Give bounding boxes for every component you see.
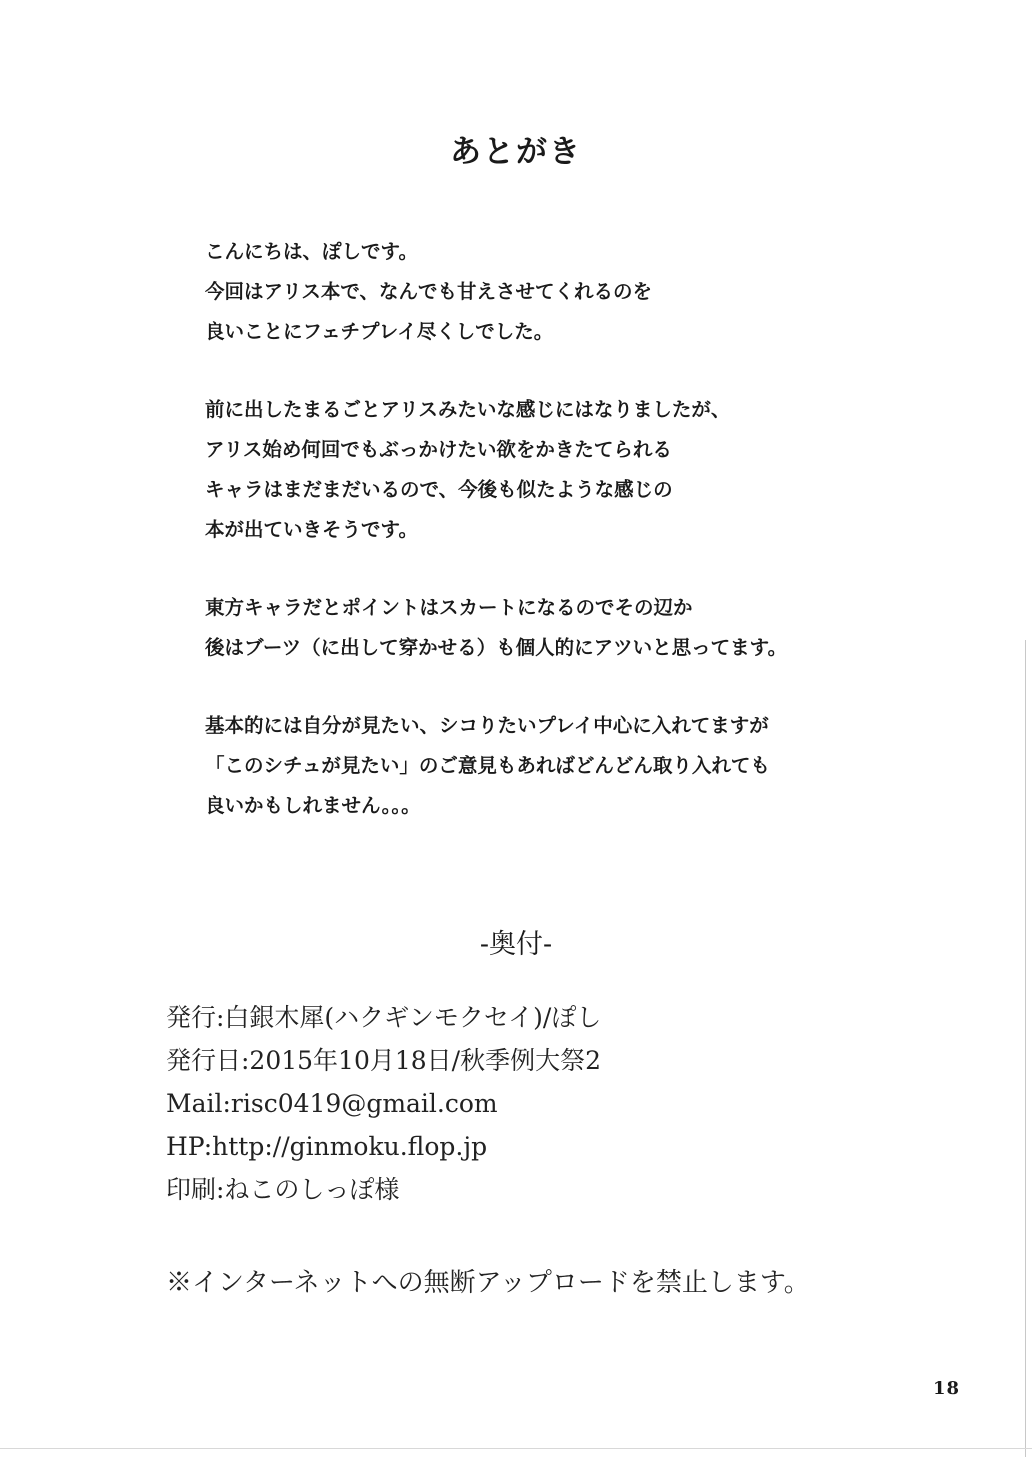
text-line: こんにちは、ぽしです。: [205, 240, 418, 263]
page-number: 18: [932, 1378, 960, 1399]
text-line: 基本的には自分が見たい、シコりたいプレイ中心に入れてますが: [205, 714, 769, 737]
afterword-paragraph-2: [205, 390, 865, 550]
mail-line: Mail:risc0419@gmail.com: [166, 1089, 498, 1118]
homepage-line: HP:http://ginmoku.flop.jp: [166, 1132, 488, 1161]
text-line: 本が出ていきそうです。: [205, 518, 418, 541]
page-edge-line: [1025, 640, 1026, 1457]
issue-date-line: 発行日:2015年10月18日/秋季例大祭2: [166, 1046, 601, 1075]
afterword-title: あとがき: [450, 134, 582, 170]
text-line: 今回はアリス本で、なんでも甘えさせてくれるのを: [205, 280, 652, 303]
text-line: アリス始め何回でもぶっかけたい欲をかきたてられる: [205, 438, 672, 461]
page-bottom-edge-line: [0, 1448, 1032, 1449]
afterword-paragraph-1: [205, 232, 865, 352]
text-line: 後はブーツ（に出して穿かせる）も個人的にアツいと思ってます。: [205, 636, 788, 659]
upload-prohibition-notice: ※インターネットへの無断アップロードを禁止します。: [166, 1268, 810, 1298]
colophon-heading: -奥付-: [479, 929, 553, 960]
afterword-body: [205, 232, 865, 864]
printer-line: 印刷:ねこのしっぽ様: [166, 1175, 400, 1204]
text-line: キャラはまだまだいるので、今後も似たような感じの: [205, 478, 673, 501]
text-line: 良いことにフェチプレイ尽くしでした。: [205, 320, 554, 343]
text-line: 良いかもしれません。。。: [205, 794, 421, 817]
text-line: 前に出したまるごとアリスみたいな感じにはなりましたが、: [205, 398, 731, 421]
publisher-line: 発行:白銀木犀(ハクギンモクセイ)/ぽし: [166, 1003, 602, 1032]
afterword-paragraph-3: [205, 588, 865, 668]
text-line: 「このシチュが見たい」のご意見もあればどんどん取り入れても: [205, 754, 770, 777]
text-line: 東方キャラだとポイントはスカートになるのでその辺か: [205, 596, 693, 619]
afterword-paragraph-4: [205, 706, 865, 826]
colophon-block: [166, 996, 926, 1211]
